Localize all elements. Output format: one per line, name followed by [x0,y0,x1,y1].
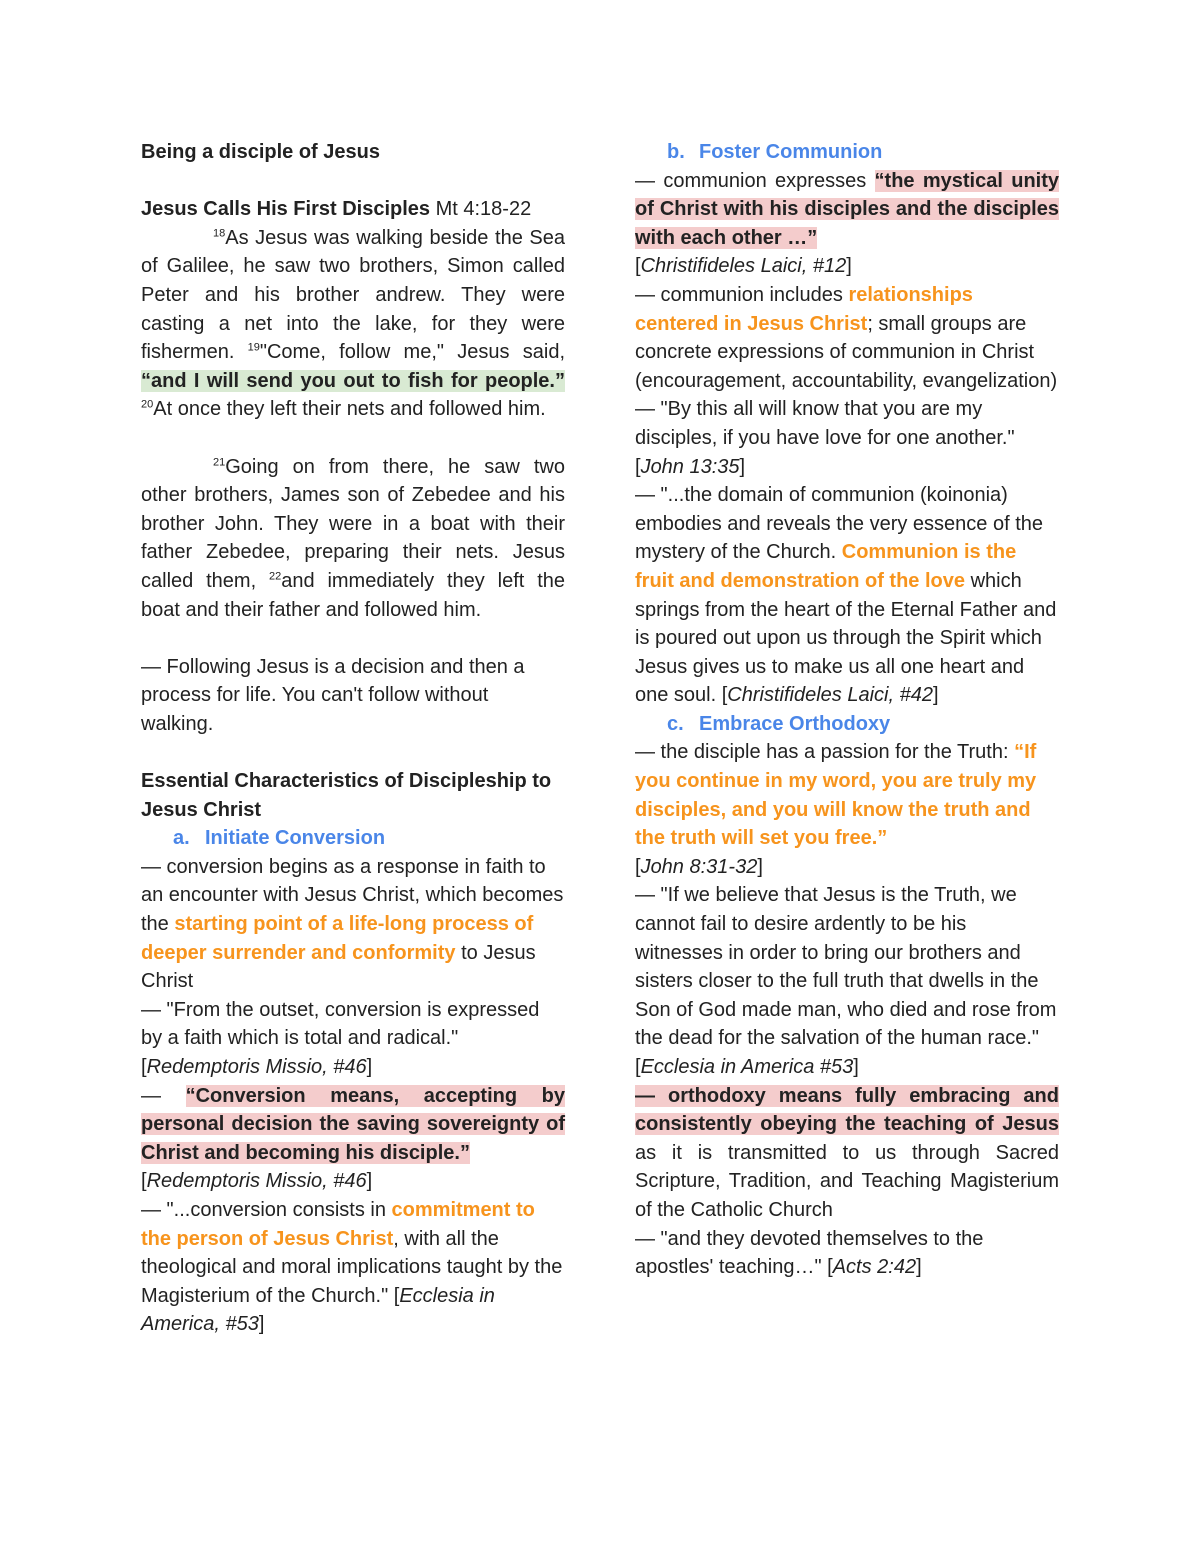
citation: Christifideles Laici, #42 [727,684,933,707]
verse-number: 19 [247,341,260,354]
citation: John 13:35 [640,455,740,478]
citation: Christifideles Laici, #12 [640,255,847,278]
subheading-embrace-orthodoxy: c. Embrace Orthodoxy [667,712,891,735]
verse-text: At once they left their nets and followed him. [153,398,546,421]
verse-text: and immediately they left the boat and their father and followed him. [141,569,565,621]
orange-highlight: relationships centered in Jesus Christ [635,283,973,335]
citation: Ecclesia in America #53 [640,1056,854,1078]
citation: Acts 2:42 [832,1256,917,1279]
highlighted-quote: “and I will send you out to fish for people.” [141,369,565,392]
bullet-paragraph: — "By this all will know that you are my disciples, if you have love for one another." [John 13:35] [635,398,1015,478]
left-column [141,138,565,1339]
bullet-paragraph: — "...conversion consists in commitment to the person of Jesus Christ, with all the theological and moral implications taught by the Magisterium of the Church." [Ecclesia in America, #53] [141,1198,563,1336]
bullet-paragraph: — “Conversion means, accepting by personal decision the saving sovereignty of Christ and becoming his disciple.” [Redemptoris Missio, #46] [141,1084,565,1193]
orange-highlight: “If you continue in my word, you are truly my disciples, and you will know the truth and the truth will set you free.” [635,741,1037,850]
scripture-passage-1 [141,195,565,424]
verse-text: As Jesus was walking beside the Sea of Galilee, he saw two brothers, Simon called Peter and his brother andrew. They were casting a net into the lake, for they were fishermen. [141,226,565,364]
verse-number: 18 [213,227,226,240]
following-note: — Following Jesus is a decision and then a process for life. You can't follow without walking. [141,655,525,735]
pink-highlight-quote: “the mystical unity of Christ with his disciples and the disciples with each other …” [635,169,1060,249]
bullet-paragraph: — conversion begins as a response in faith to an encounter with Jesus Christ, which becomes the starting point of a life-long process of deeper surrender and conformity to Jesus Christ [141,855,564,993]
verse-number: 22 [268,570,282,583]
bullet-paragraph: — "If we believe that Jesus is the Truth, we cannot fail to desire ardently to be his witnesses in order to bring our brothers and sisters closer to the full truth that dwells in the Son of God made man, who died and rose from the dead for the salvation of the human race." [Ecclesia in America #53] [635,884,1057,1078]
bullet-paragraph: — communion expresses “the mystical unity of Christ with his disciples and the disciples with each other …” [Christifideles Laici, #12] [635,169,1060,278]
verse-number: 21 [213,455,226,468]
pink-highlight-quote: — orthodoxy means fully embracing and consistently obeying the teaching of Jesus [635,1084,1059,1136]
page-title: Being a disciple of Jesus [141,141,380,163]
citation: Redemptoris Missio, #46 [146,1170,367,1193]
bullet-paragraph: — orthodoxy means fully embracing and consistently obeying the teaching of Jesus as it is transmitted to us through Sacred Scripture, Tradition, and Teaching Magisterium of the Catholic Church [635,1084,1059,1221]
bullet-paragraph: — "and they devoted themselves to the apostles' teaching…" [Acts 2:42] [635,1227,984,1279]
passage-reference: Mt 4:18-22 [430,198,532,221]
orange-highlight: starting point of a life-long process of deeper surrender and conformity [141,913,534,964]
citation: Redemptoris Missio, #46 [146,1056,367,1078]
citation: John 8:31-32 [640,855,758,878]
passage-heading: Jesus Calls His First Disciples [141,198,431,221]
verse-number: 20 [141,398,154,411]
orange-highlight: commitment to the person of Jesus Christ [141,1198,535,1250]
citation: Ecclesia in America, #53 [141,1284,495,1336]
orange-highlight: Communion is the fruit and demonstration of the love [635,541,1017,592]
bullet-paragraph: — communion includes relationships centered in Jesus Christ; small groups are concrete expressions of communion in Christ (encouragement, accountability, evangelization) [635,283,1058,392]
verse-text: "Come, follow me," Jesus said, [259,341,565,364]
bullet-paragraph: — "From the outset, conversion is expressed by a faith which is total and radical." [Redemptoris Missio, #46] [141,998,540,1078]
scripture-passage-2 [141,453,565,625]
right-column [635,138,1059,1282]
bullet-paragraph: — the disciple has a passion for the Truth: “If you continue in my word, you are truly my disciples, and you will know the truth and the truth will set you free.” [John 8:31-32] [635,741,1037,878]
pink-highlight-quote: “Conversion means, accepting by personal decision the saving sovereignty of Christ and becoming his disciple.” [141,1084,565,1164]
verse-text: Going on from there, he saw two other brothers, James son of Zebedee and his brother John. They were in a boat with their father Zebedee, preparing their nets. Jesus called them, [141,455,565,592]
subheading-initiate-conversion: a. Initiate Conversion [173,827,386,850]
section-heading: Essential Characteristics of Discipleship to Jesus Christ [141,770,552,821]
subheading-foster-communion: b. Foster Communion [667,141,883,163]
bullet-paragraph: — "...the domain of communion (koinonia) embodies and reveals the very essence of the mystery of the Church. Communion is the fruit and demonstration of the love which springs from the heart of the Eternal Father and is poured out upon us through the Spirit which Jesus gives us to make us all one heart and one soul. [Christifideles Laici, #42] [635,484,1057,707]
